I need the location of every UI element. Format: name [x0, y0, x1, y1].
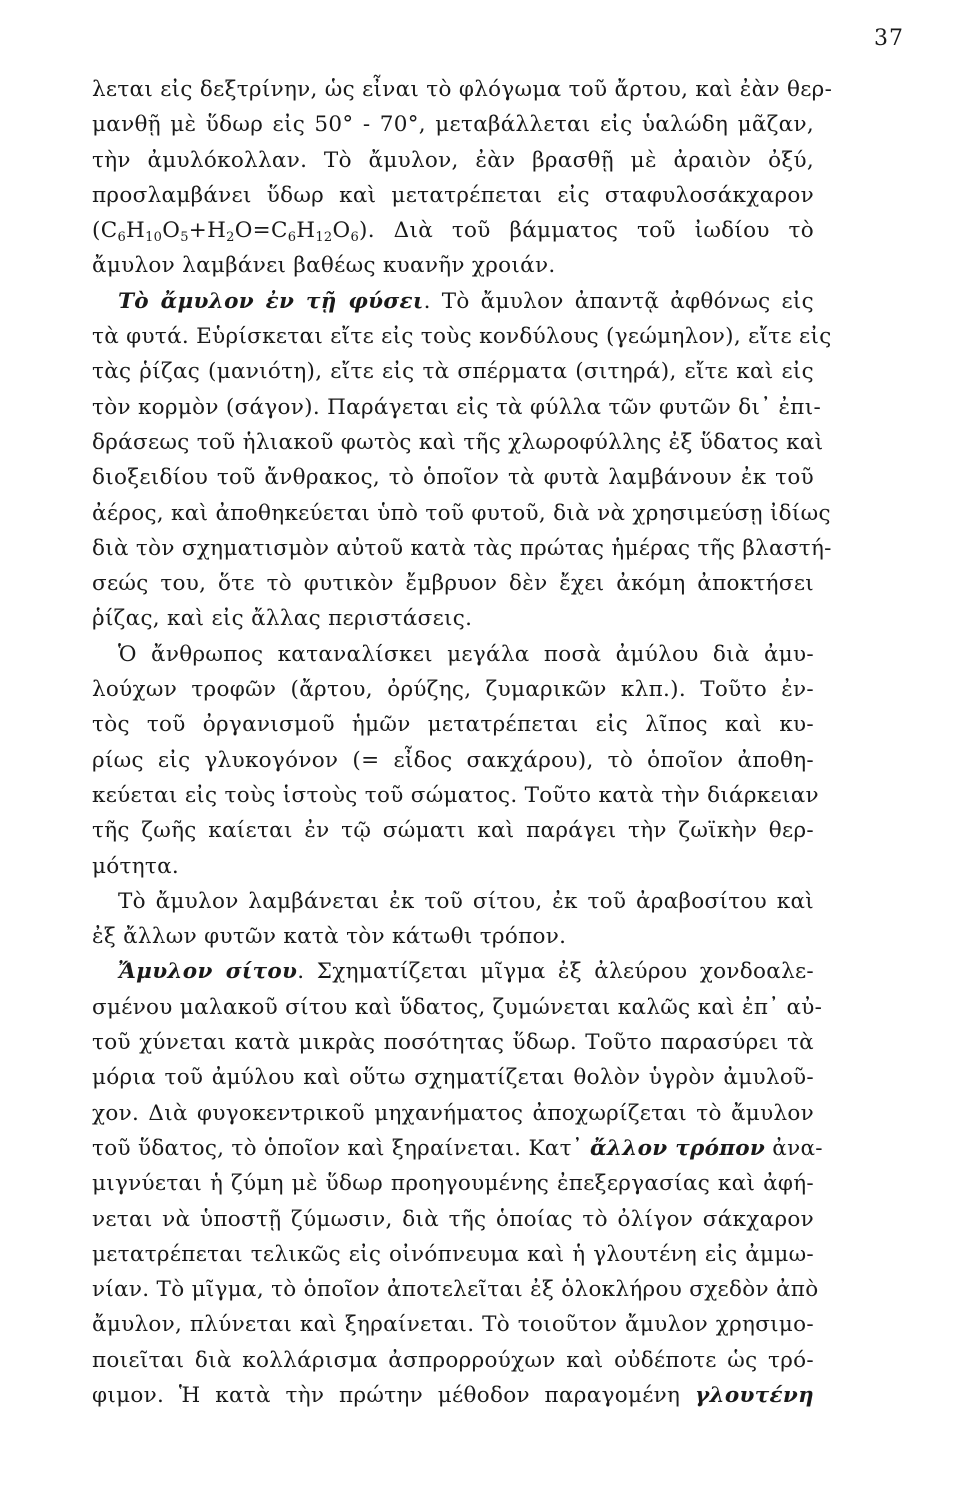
text-line — [92, 849, 814, 884]
text-segment: ἀνα- — [765, 1135, 823, 1161]
body-text — [92, 72, 833, 1413]
text-line — [92, 919, 814, 954]
text-segment: μότητα. — [92, 853, 180, 879]
text-segment: λεται εἰς δεξτρίνην, ὡς εἶναι τὸ φλόγωμα τοῦ ἄρτου, καὶ ἐὰν θερ- — [92, 77, 833, 102]
text-line — [92, 531, 832, 566]
text-line — [92, 601, 814, 636]
text-line — [92, 637, 814, 672]
text-line — [92, 778, 819, 813]
text-segment: τὸν κορμὸν (σάγον). Παράγεται εἰς τὰ φύλλα τῶν φυτῶν δι᾿ ἐπι- — [92, 394, 822, 420]
text-segment: διοξειδίου τοῦ ἄνθρακος, τὸ ὁποῖον τὰ φυτὰ λαμβάνουν ἐκ τοῦ — [92, 465, 814, 491]
text-segment: Ὁ ἄνθρωπος καταναλίσκει μεγάλα ποσὰ ἀμύλου διὰ ἀμυ- — [118, 641, 814, 667]
text-segment: διὰ τὸν σχηματισμὸν αὐτοῦ κατὰ τὰς πρώτας ἡμέρας τῆς βλαστή- — [92, 535, 832, 561]
text-line — [92, 707, 814, 742]
text-line — [92, 954, 814, 989]
text-segment: τῆς ζωῆς καίεται ἐν τῷ σώματι καὶ παράγει τὴν ζωϊκὴν θερ- — [92, 818, 814, 844]
text-segment: (C — [92, 218, 118, 244]
subscript: 6 — [287, 230, 297, 246]
emphasis-text: Τὸ ἄμυλον ἐν τῇ φύσει — [118, 288, 424, 314]
page-number: 37 — [874, 26, 904, 51]
text-line — [92, 1237, 814, 1272]
text-line — [92, 1378, 814, 1413]
text-segment: H — [296, 218, 316, 244]
text-segment: δράσεως τοῦ ἡλιακοῦ φωτὸς καὶ τῆς χλωροφύλλης ἐξ ὕδατος καὶ — [92, 429, 824, 455]
subscript: 2 — [226, 230, 235, 246]
text-line — [92, 1096, 814, 1131]
text-segment: σεώς του, ὅτε τὸ φυτικὸν ἔμβρυον δὲν ἔχει ἀκόμη ἀποκτήσει — [92, 571, 814, 597]
text-line — [92, 1307, 814, 1342]
text-line — [92, 1202, 814, 1237]
text-line — [92, 672, 814, 707]
text-segment: λούχων τροφῶν (ἄρτου, ὀρύζης, ζυμαρικῶν κλπ.). Τοῦτο ἐν- — [92, 677, 814, 703]
emphasis-text: ἄλλον τρόπον — [590, 1135, 766, 1161]
text-line — [92, 460, 814, 495]
text-line — [92, 884, 814, 919]
text-line — [92, 107, 814, 142]
text-segment: σμένου μαλακοῦ σίτου καὶ ὕδατος, ζυμώνεται καλῶς καὶ ἐπ᾿ αὐ- — [92, 994, 823, 1020]
text-segment: ἀέρος, καὶ ἀποθηκεύεται ὑπὸ τοῦ φυτοῦ, διὰ νὰ χρησιμεύσῃ ἰδίως — [92, 500, 831, 526]
subscript: 6 — [117, 230, 127, 246]
text-segment: τοῦ ὕδατος, τὸ ὁποῖον καὶ ξηραίνεται. Κατ᾿ — [92, 1135, 591, 1161]
text-segment: τοῦ χύνεται κατὰ μικρὰς ποσότητας ὕδωρ. Τοῦτο παρασύρει τὰ — [92, 1030, 814, 1056]
text-line — [92, 813, 814, 848]
text-segment: νεται νὰ ὑποστῇ ζύμωσιν, διὰ τῆς ὁποίας τὸ ὀλίγον σάκχαρον — [92, 1206, 814, 1232]
text-segment: ποιεῖται διὰ κολλάρισμα ἀσπρορρούχων καὶ οὐδέποτε ὡς τρό- — [92, 1347, 814, 1373]
text-segment: Τὸ ἄμυλον λαμβάνεται ἐκ τοῦ σίτου, ἐκ τοῦ ἀραβοσίτου καὶ — [118, 888, 814, 914]
text-line — [92, 354, 814, 389]
emphasis-text: Ἄμυλον σίτου — [118, 959, 298, 985]
emphasis-text: γλουτένη — [694, 1382, 814, 1408]
text-line — [92, 1060, 814, 1095]
text-segment: ἄμυλον, πλύνεται καὶ ξηραίνεται. Τὸ τοιοῦτον ἄμυλον χρησιμο- — [92, 1312, 814, 1338]
text-segment: ρίως εἰς γλυκογόνον (= εἶδος σακχάρου), τὸ ὁποῖον ἀποθη- — [92, 747, 814, 773]
text-segment: +H — [188, 218, 227, 244]
text-line — [92, 213, 814, 248]
text-segment: τὴν ἀμυλόκολλαν. Τὸ ἄμυλον, ἐὰν βρασθῇ μὲ ἀραιὸν ὀξύ, — [92, 147, 814, 173]
text-segment: . Σχηματίζεται μῖγμα ἐξ ἀλεύρου χονδοαλε- — [297, 959, 814, 985]
text-line — [92, 248, 814, 283]
text-segment: μανθῇ μὲ ὕδωρ εἰς 50° - 70°, μεταβάλλεται εἰς ὑαλώδη μᾶζαν, — [92, 112, 814, 138]
text-line — [92, 566, 814, 601]
text-line — [92, 284, 814, 319]
text-segment: ῥίζας, καὶ εἰς ἄλλας περιστάσεις. — [92, 606, 473, 632]
text-segment: μόρια τοῦ ἀμύλου καὶ οὕτω σχηματίζεται θολὸν ὑγρὸν ἀμυλοῦ- — [92, 1065, 814, 1091]
text-line — [92, 425, 824, 460]
text-line — [92, 1343, 814, 1378]
text-line — [92, 496, 831, 531]
text-segment: O — [162, 218, 181, 244]
subscript: 6 — [350, 230, 360, 246]
text-line — [92, 72, 833, 107]
text-line — [92, 990, 823, 1025]
text-segment: ἐξ ἄλλων φυτῶν κατὰ τὸν κάτωθι τρόπον. — [92, 924, 567, 950]
text-segment: ). Διὰ τοῦ βάμματος τοῦ ἰωδίου τὸ — [359, 218, 814, 244]
text-line — [92, 143, 814, 178]
text-line — [92, 1166, 814, 1201]
text-segment: προσλαμβάνει ὕδωρ καὶ μετατρέπεται εἰς σταφυλοσάκχαρον — [92, 182, 814, 208]
text-segment: φιμον. Ἡ κατὰ τὴν πρώτην μέθοδον παραγομένη — [92, 1382, 695, 1408]
text-line — [92, 743, 814, 778]
text-segment: μιγνύεται ἡ ζύμη μὲ ὕδωρ προηγουμένης ἐπεξεργασίας καὶ ἀφή- — [92, 1171, 814, 1197]
subscript: 5 — [180, 230, 189, 246]
text-line — [92, 319, 832, 354]
text-line — [92, 1131, 823, 1166]
text-segment: . Τὸ ἄμυλον ἀπαντᾷ ἀφθόνως εἰς — [423, 288, 814, 314]
text-segment: O=C — [234, 218, 288, 244]
text-line — [92, 178, 814, 213]
text-segment: χον. Διὰ φυγοκεντρικοῦ μηχανήματος ἀποχωρίζεται τὸ ἄμυλον — [92, 1100, 814, 1126]
text-segment: τὰ φυτά. Εὑρίσκεται εἴτε εἰς τοὺς κονδύλους (γεώμηλον), εἴτε εἰς — [92, 324, 832, 350]
subscript: 10 — [145, 230, 163, 246]
text-line — [92, 1272, 819, 1307]
text-segment: κεύεται εἰς τοὺς ἱστοὺς τοῦ σώματος. Τοῦτο κατὰ τὴν διάρκειαν — [92, 782, 819, 808]
text-segment: H — [126, 218, 146, 244]
text-line — [92, 1025, 814, 1060]
text-line — [92, 390, 822, 425]
subscript: 12 — [315, 230, 333, 246]
text-segment: τὸς τοῦ ὀργανισμοῦ ἡμῶν μετατρέπεται εἰς λῖπος καὶ κυ- — [92, 712, 814, 738]
text-segment: ἄμυλον λαμβάνει βαθέως κυανῆν χροιάν. — [92, 253, 556, 279]
text-segment: νίαν. Τὸ μῖγμα, τὸ ὁποῖον ἀποτελεῖται ἐξ ὁλοκλήρου σχεδὸν ἀπὸ — [92, 1277, 819, 1303]
text-segment: μετατρέπεται τελικῶς εἰς οἰνόπνευμα καὶ ἡ γλουτένη εἰς ἀμμω- — [92, 1241, 814, 1267]
text-segment: τὰς ῥίζας (μανιότη), εἴτε εἰς τὰ σπέρματα (σιτηρά), εἴτε καὶ εἰς — [92, 359, 814, 385]
text-segment: O — [332, 218, 351, 244]
